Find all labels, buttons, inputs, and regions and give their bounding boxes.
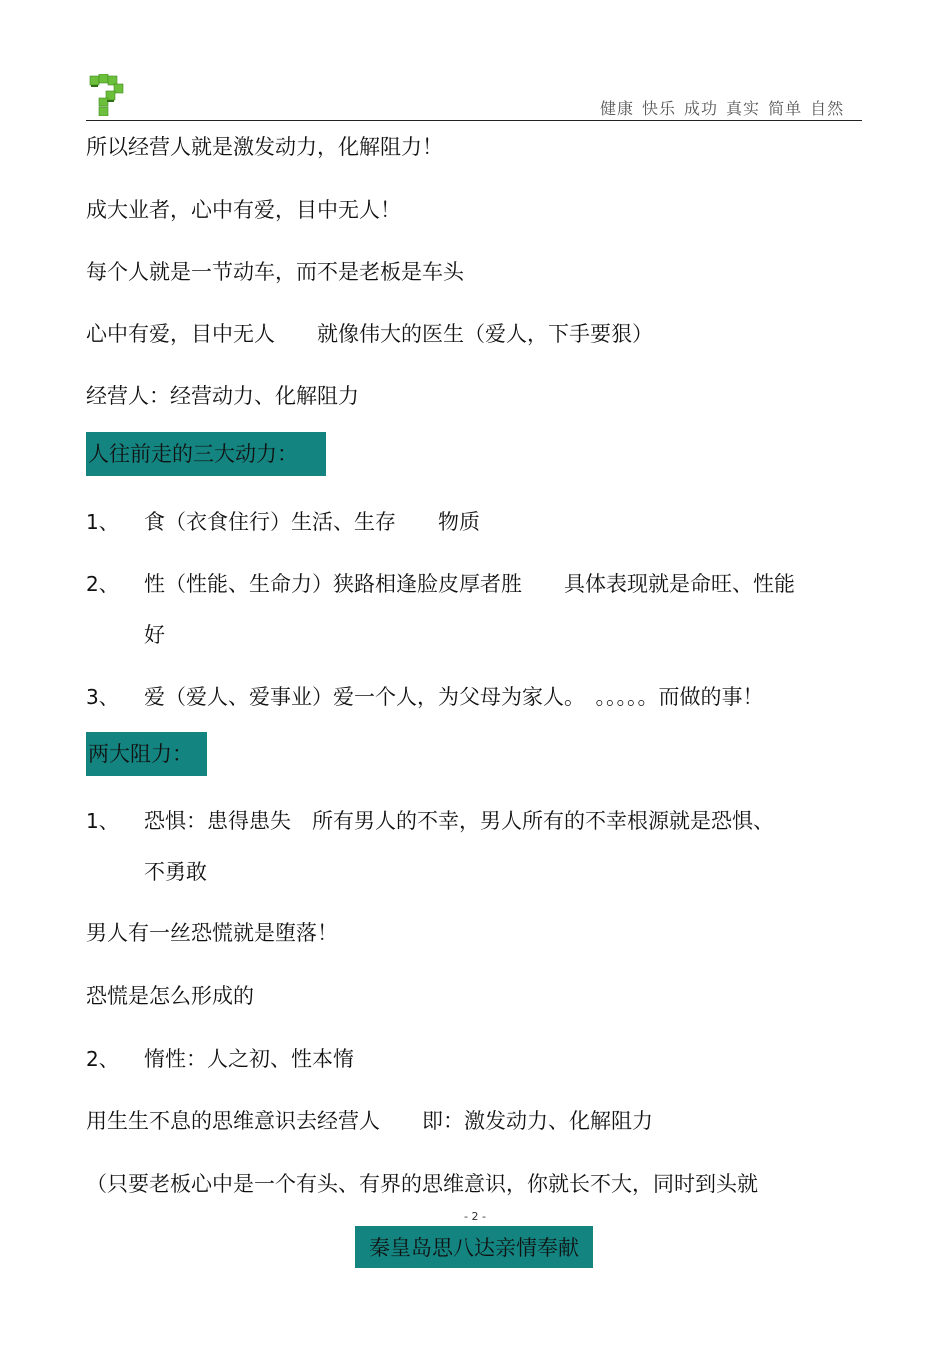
text-line: 经营人：经营动力、化解阻力 [86,384,359,408]
list-item: 性（性能、生命力）狭路相逢脸皮厚者胜 具体表现就是命旺、性能 [144,572,795,596]
text-line: 每个人就是一节动车，而不是老板是车头 [86,260,464,284]
text-line: 用生生不息的思维意识去经营人 即：激发动力、化解阻力 [86,1109,653,1133]
list-number: 3、 [86,685,119,709]
text-line: 成大业者，心中有爱，目中无人！ [86,198,401,222]
slogan-word: 真实 [726,99,761,118]
header-slogan [600,96,852,119]
text-line: 男人有一丝恐慌就是堕落！ [86,921,338,945]
footer-banner: 秦皇岛思八达亲情奉献 [355,1226,593,1268]
list-item: 爱（爱人、爱事业）爱一个人，为父母为家人。 。。。。。而做的事！ [144,685,764,709]
list-item: 惰性：人之初、性本惰 [144,1047,354,1071]
text-line: （只要老板心中是一个有头、有界的思维意识，你就长不大，同时到头就 [86,1172,758,1196]
page-number: - 2 - [464,1210,486,1223]
section-heading-resistance: 两大阻力： [86,732,207,776]
section-heading-drive: 人往前走的三大动力： [86,432,326,476]
slogan-word: 健康 [600,99,635,118]
slogan-word: 成功 [684,99,719,118]
slogan-word: 快乐 [642,99,677,118]
list-item: 恐惧：患得患失 所有男人的不幸，男人所有的不幸根源就是恐惧、 [144,809,774,833]
question-mark-logo-icon [86,74,126,116]
header-divider [86,120,862,121]
list-number: 1、 [86,809,119,833]
text-line: 恐慌是怎么形成的 [86,984,254,1008]
text-line: 所以经营人就是激发动力，化解阻力！ [86,135,443,159]
list-number: 1、 [86,510,119,534]
text-line: 心中有爱，目中无人 就像伟大的医生（爱人，下手要狠） [86,322,653,346]
slogan-word: 自然 [810,99,845,118]
list-number: 2、 [86,572,119,596]
list-item-continuation: 不勇敢 [144,860,207,884]
list-item-continuation: 好 [144,623,165,647]
list-number: 2、 [86,1047,119,1071]
list-item: 食（衣食住行）生活、生存 物质 [144,510,480,534]
slogan-word: 简单 [768,99,803,118]
